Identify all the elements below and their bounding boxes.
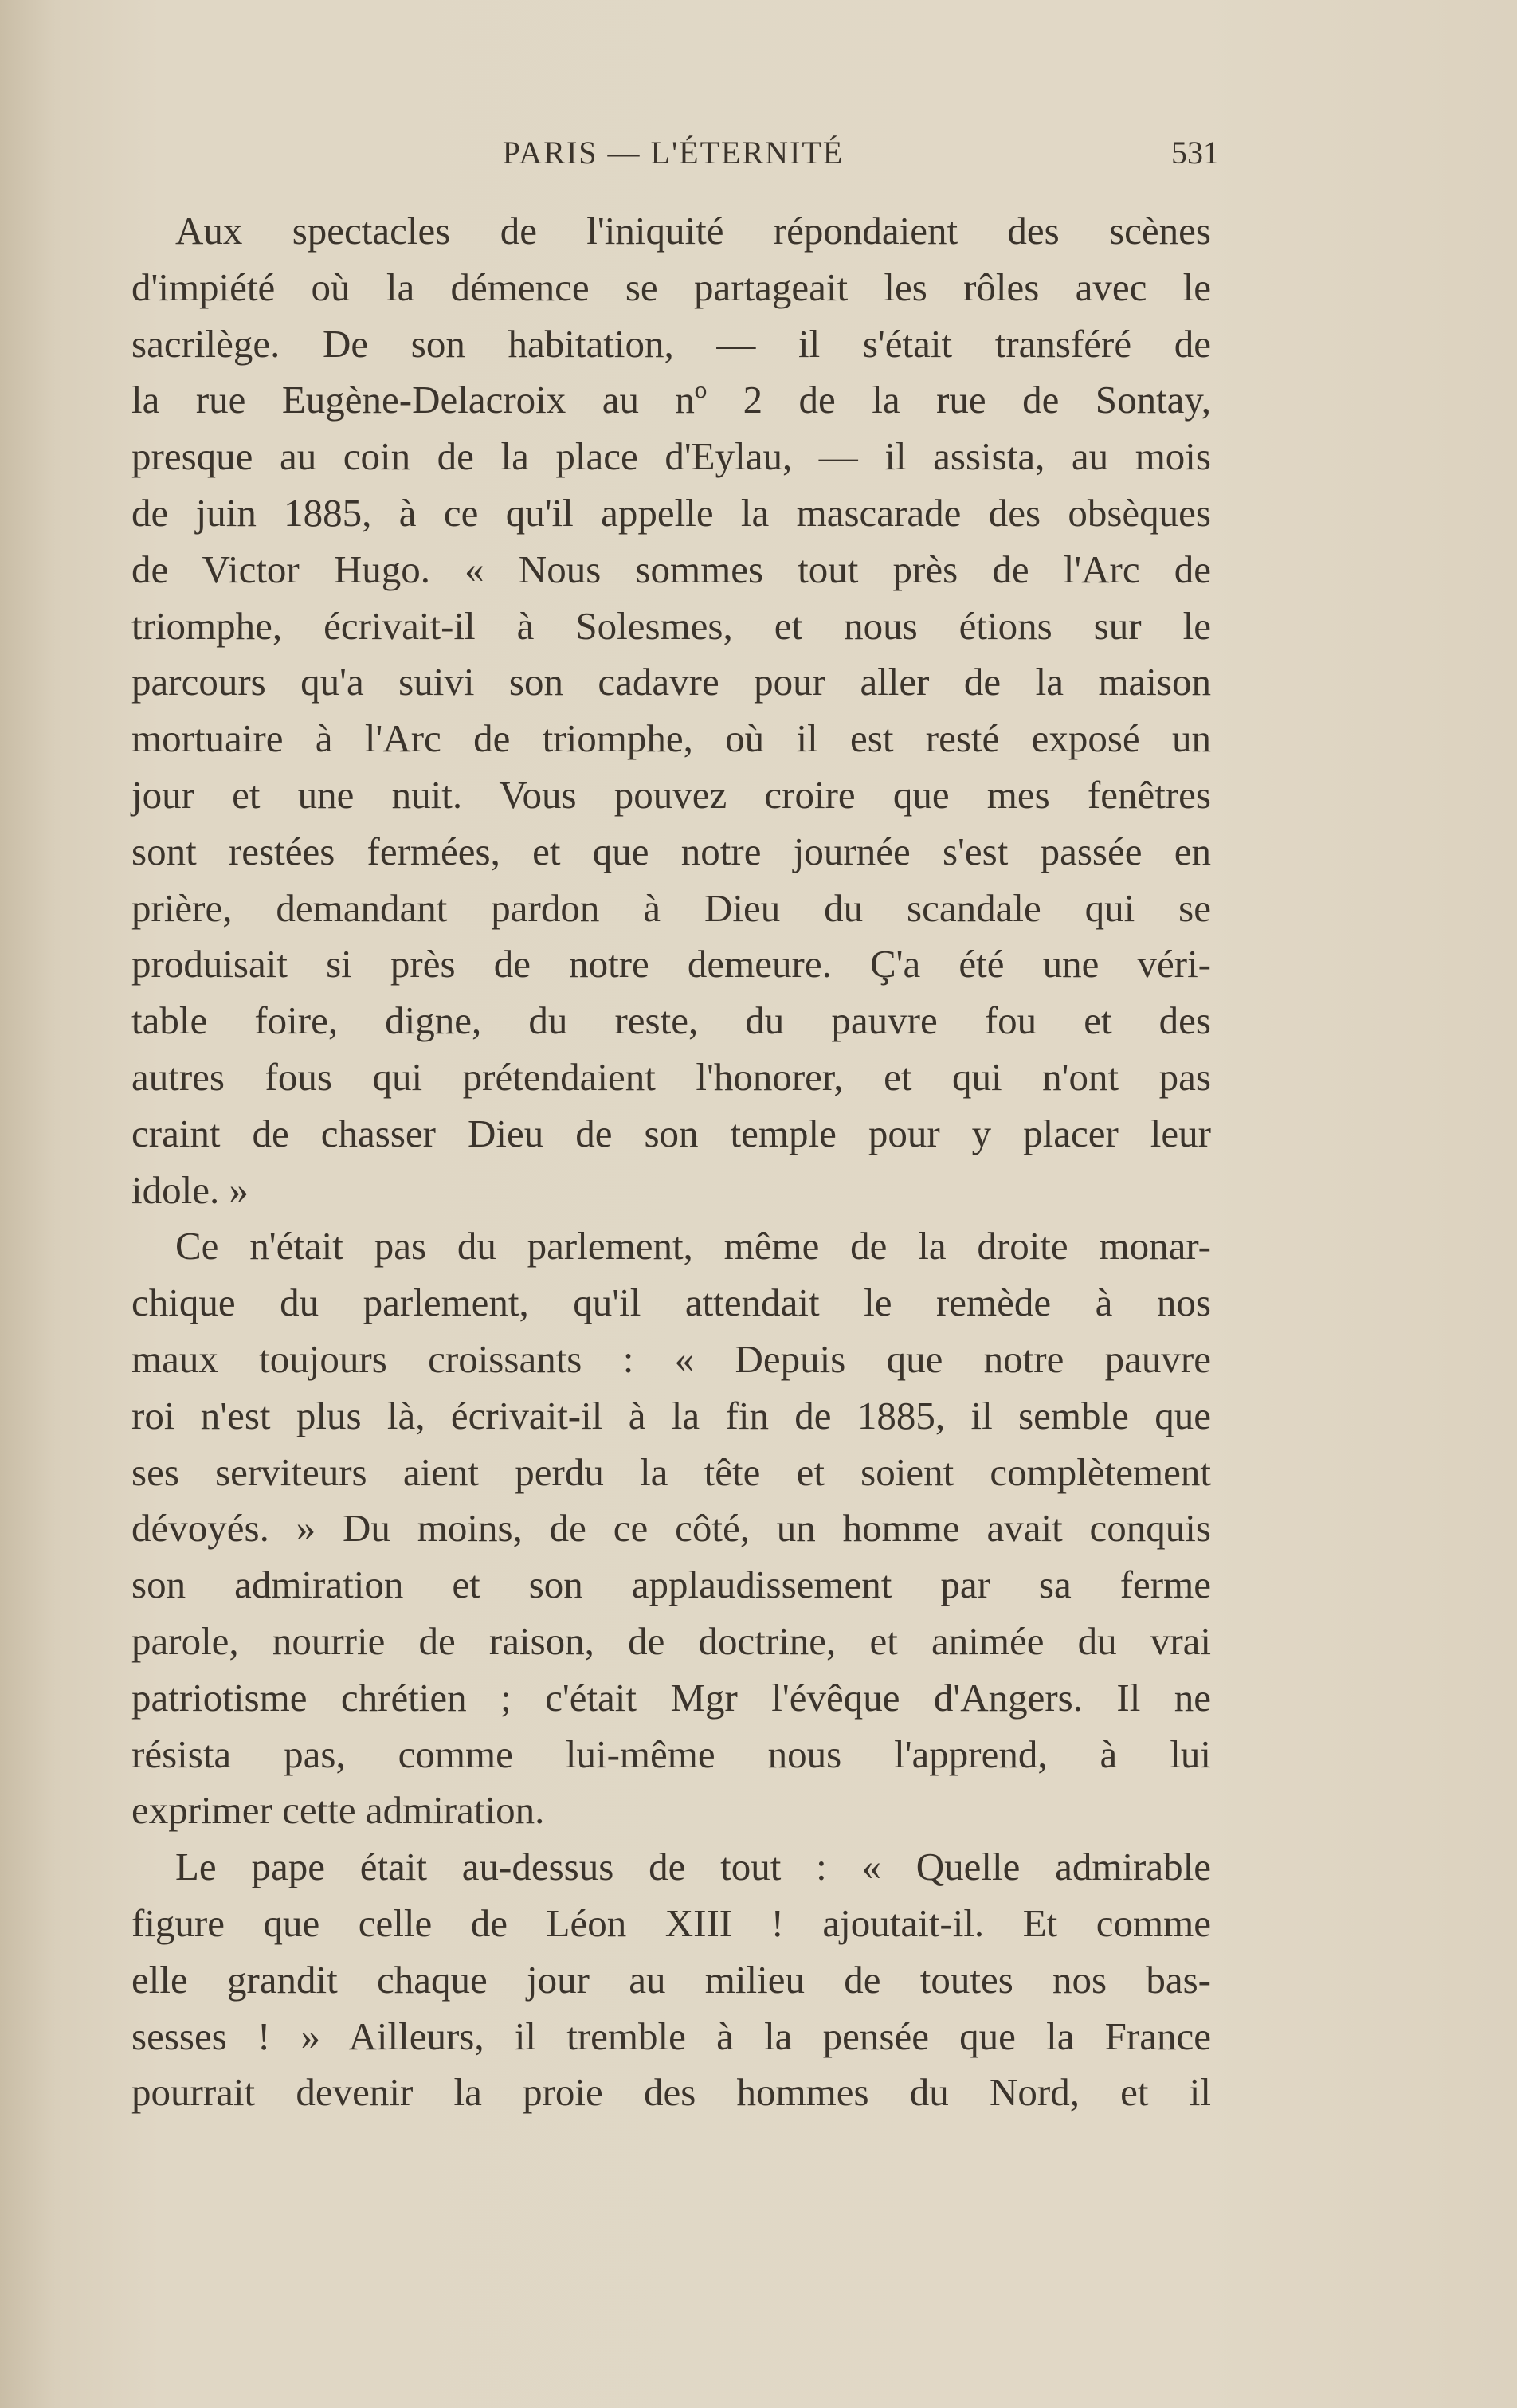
text-line: d'impiété où la démence se partageait les rôles avec le [131, 265, 1211, 309]
text-line: craint de chasser Dieu de son temple pour y placer leur [131, 1111, 1211, 1155]
text-line: maux toujours croissants : « Depuis que notre pauvre [131, 1336, 1211, 1381]
text-line: triomphe, écrivait-il à Solesmes, et nous étions sur le [131, 603, 1211, 648]
text-line: sacrilège. De son habitation, — il s'était transféré de [131, 321, 1211, 366]
text-line: patriotisme chrétien ; c'était Mgr l'évêque d'Angers. Il ne [131, 1675, 1211, 1720]
text-line: résista pas, comme lui-même nous l'apprend, à lui [131, 1731, 1211, 1776]
text-line: mortuaire à l'Arc de triomphe, où il est resté exposé un [131, 716, 1211, 761]
text-line: idole. » [131, 1167, 249, 1212]
text-line: Le pape était au-dessus de tout : « Quelle admirable [175, 1845, 1211, 1889]
text-line: figure que celle de Léon XIII ! ajoutait-il. Et comme [131, 1900, 1211, 1945]
text-line: la rue Eugène-Delacroix au nº 2 de la rue de Sontay, [131, 378, 1211, 422]
text-line: elle grandit chaque jour au milieu de toutes nos bas- [131, 1957, 1211, 2002]
text-line: prière, demandant pardon à Dieu du scandale qui se [131, 885, 1211, 930]
text-line: table foire, digne, du reste, du pauvre fou et des [131, 998, 1211, 1043]
text-line: parcours qu'a suivi son cadavre pour aller de la maison [131, 660, 1211, 704]
running-title: PARIS — L'ÉTERNITÉ [502, 135, 845, 171]
text-line: sesses ! » Ailleurs, il tremble à la pensée que la France [131, 2014, 1211, 2058]
page-number: 531 [1171, 135, 1219, 171]
text-line: produisait si près de notre demeure. Ç'a été une véri- [131, 942, 1211, 986]
text-line: parole, nourrie de raison, de doctrine, et animée du vrai [131, 1618, 1211, 1663]
text-line: Aux spectacles de l'iniquité répondaient des scènes [175, 209, 1211, 253]
text-line: pourrait devenir la proie des hommes du Nord, et il [131, 2070, 1211, 2115]
text-line: presque au coin de la place d'Eylau, — il assista, au mois [131, 434, 1211, 479]
text-line: son admiration et son applaudissement par sa ferme [131, 1563, 1211, 1607]
text-line: chique du parlement, qu'il attendait le remède à nos [131, 1280, 1211, 1325]
text-line: roi n'est plus là, écrivait-il à la fin de 1885, il semble que [131, 1393, 1211, 1437]
text-line: autres fous qui prétendaient l'honorer, et qui n'ont pas [131, 1054, 1211, 1099]
text-line: ses serviteurs aient perdu la tête et soient complètement [131, 1449, 1211, 1494]
text-line: Ce n'était pas du parlement, même de la droite monar- [175, 1224, 1211, 1269]
body-text [131, 203, 1211, 2121]
text-line: de juin 1885, à ce qu'il appelle la mascarade des obsèques [131, 490, 1211, 535]
text-line: jour et une nuit. Vous pouvez croire que mes fenêtres [131, 772, 1211, 817]
text-line: sont restées fermées, et que notre journée s'est passée en [131, 829, 1211, 873]
text-line: dévoyés. » Du moins, de ce côté, un homme avait conquis [131, 1506, 1211, 1551]
text-line: exprimer cette admiration. [131, 1788, 545, 1833]
text-line: de Victor Hugo. « Nous sommes tout près de l'Arc de [131, 547, 1211, 591]
running-head [127, 134, 1219, 182]
